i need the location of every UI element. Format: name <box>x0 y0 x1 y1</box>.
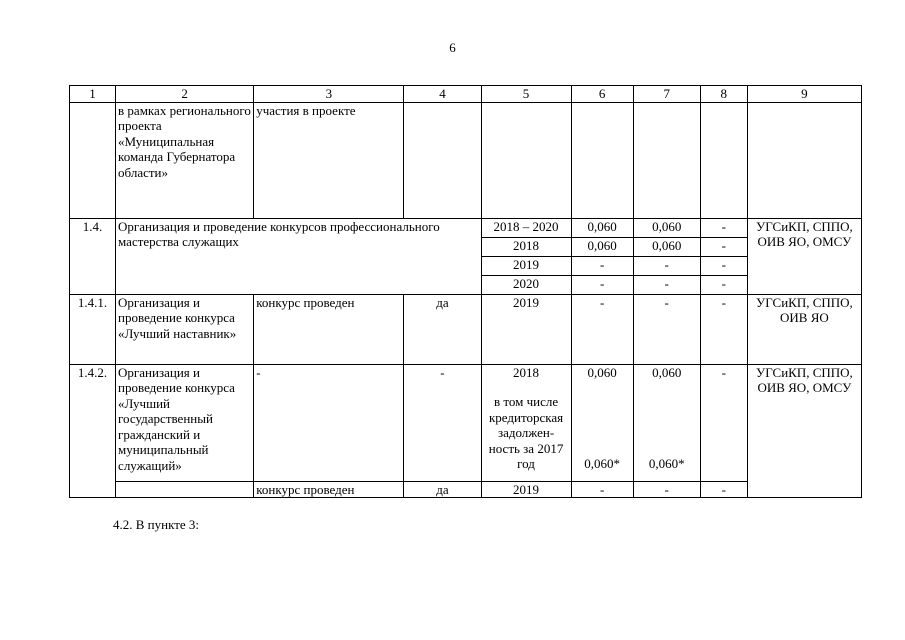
cell-value: да <box>404 481 481 498</box>
amount-value: 0,060 <box>652 364 682 380</box>
cell-amount: - <box>700 237 747 256</box>
cell-amount: 0,060 <box>571 218 633 237</box>
table-row-continuation <box>70 102 862 218</box>
cell-empty <box>70 102 116 218</box>
cell-amount: - <box>700 364 747 481</box>
cell-activity: Организация и проведение конкурсов профессионального мастерства служащих <box>116 218 481 294</box>
cell-executor: УГСиКП, СППО, ОИВ ЯО <box>747 294 861 364</box>
cell-amount: - <box>700 218 747 237</box>
cell-amount: - <box>633 294 700 364</box>
cell-activity: в рамках регионального проекта «Муниципальная команда Губернатора области» <box>116 102 254 218</box>
year-value: 2018 <box>513 364 540 380</box>
plan-table <box>69 85 862 498</box>
header-cell: 3 <box>254 86 404 103</box>
cell-empty <box>633 102 700 218</box>
header-cell: 2 <box>116 86 254 103</box>
cell-year: 2019 <box>481 256 571 275</box>
table-row-1-4-2-sub <box>70 481 862 498</box>
amount-note: 0,060* <box>648 456 685 471</box>
header-cell: 5 <box>481 86 571 103</box>
cell-amount: - <box>700 481 747 498</box>
cell-amount: - <box>571 481 633 498</box>
cell-result: - <box>254 364 404 481</box>
cell-number: 1.4.2. <box>70 364 116 498</box>
header-cell: 9 <box>747 86 861 103</box>
cell-year: 2018 – 2020 <box>481 218 571 237</box>
cell-amount: - <box>633 481 700 498</box>
cell-amount: 0,060 <box>633 218 700 237</box>
cell-value: - <box>404 364 481 481</box>
header-cell: 7 <box>633 86 700 103</box>
table-row-1-4 <box>70 218 862 237</box>
cell-executor: УГСиКП, СППО, ОИВ ЯО, ОМСУ <box>747 364 861 498</box>
cell-result: конкурс проведен <box>254 481 404 498</box>
cell-amount: - <box>700 256 747 275</box>
table-row-1-4-2 <box>70 364 862 481</box>
cell-empty <box>700 102 747 218</box>
section-note: 4.2. В пункте 3: <box>113 517 200 532</box>
cell-amount: 0,060 <box>633 237 700 256</box>
cell-year: 2020 <box>481 275 571 294</box>
cell-amount: - <box>571 275 633 294</box>
cell-amount <box>633 364 700 481</box>
cell-amount: - <box>700 294 747 364</box>
cell-value: да <box>404 294 481 364</box>
cell-result: участия в проекте <box>254 102 404 218</box>
cell-executor: УГСиКП, СППО, ОИВ ЯО, ОМСУ <box>747 218 861 294</box>
cell-activity: Организация и проведение конкурса «Лучший наставник» <box>116 294 254 364</box>
cell-result: конкурс проведен <box>254 294 404 364</box>
table-row-1-4-1 <box>70 294 862 364</box>
cell-empty <box>747 102 861 218</box>
header-cell: 6 <box>571 86 633 103</box>
cell-amount: - <box>571 294 633 364</box>
page-number: 6 <box>449 40 456 55</box>
cell-empty <box>404 102 481 218</box>
amount-note: 0,060* <box>584 456 621 471</box>
cell-amount: - <box>700 275 747 294</box>
cell-amount: - <box>633 256 700 275</box>
amount-value: 0,060 <box>587 364 617 380</box>
cell-number: 1.4. <box>70 218 116 294</box>
header-row <box>70 86 862 103</box>
cell-number: 1.4.1. <box>70 294 116 364</box>
cell-year: 2018 <box>481 237 571 256</box>
cell-year: 2019 <box>481 294 571 364</box>
cell-empty <box>571 102 633 218</box>
year-note: в том числе кредиторская задолжен- ность за 2017 год <box>488 394 564 471</box>
cell-year <box>481 364 571 481</box>
cell-empty <box>481 102 571 218</box>
header-cell: 4 <box>404 86 481 103</box>
cell-empty <box>116 481 254 498</box>
cell-amount: 0,060 <box>571 237 633 256</box>
cell-amount: - <box>571 256 633 275</box>
cell-amount: - <box>633 275 700 294</box>
cell-activity: Организация и проведение конкурса «Лучший государственный гражданский и муниципальный служащий» <box>116 364 254 481</box>
cell-amount <box>571 364 633 481</box>
cell-year: 2019 <box>481 481 571 498</box>
header-cell: 8 <box>700 86 747 103</box>
header-cell: 1 <box>70 86 116 103</box>
